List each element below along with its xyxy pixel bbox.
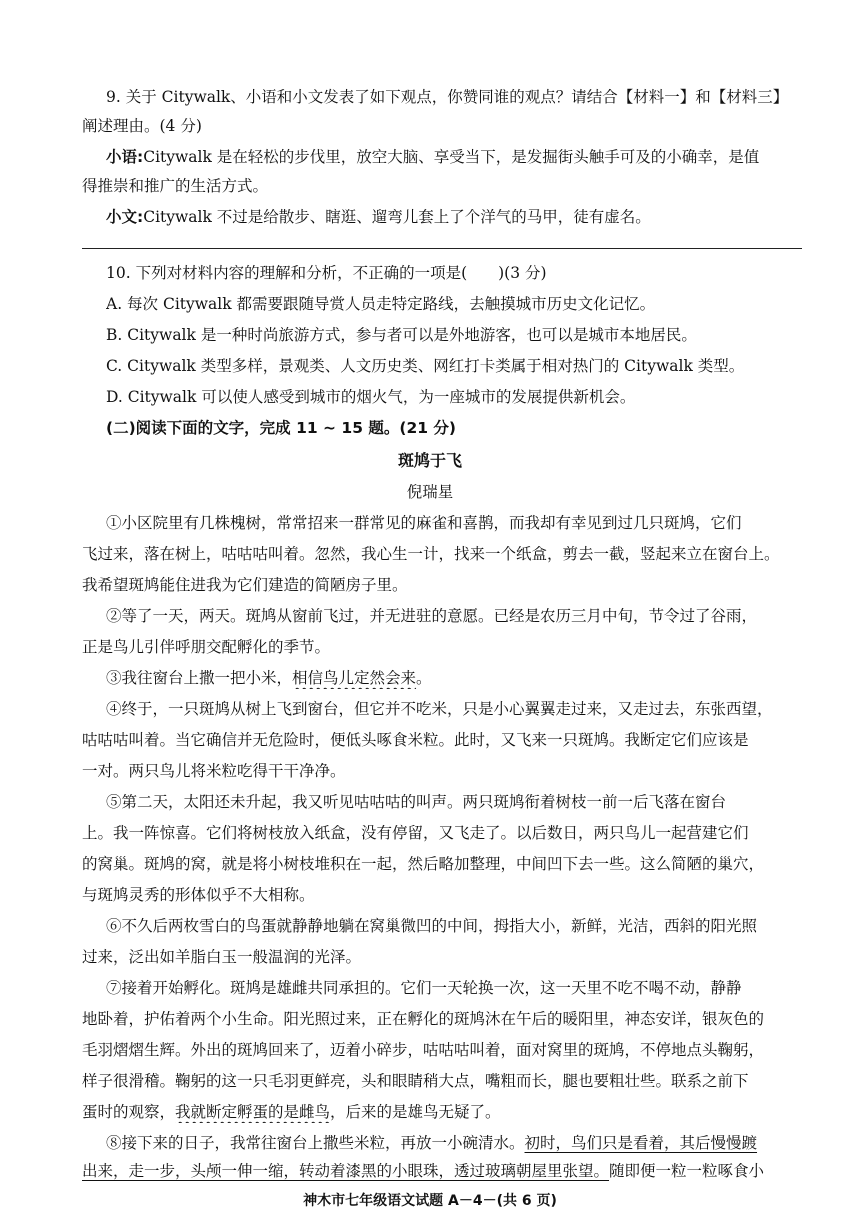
section2-heading: (二)阅读下面的文字，完成 11 ~ 15 题。(21 分) (106, 419, 457, 437)
q9-stem-line1: 9. 关于 Citywalk、小语和小文发表了如下观点，你赞同谁的观点？请结合【材料一】和【材料三】 (106, 88, 789, 106)
p8-line1 (106, 1132, 802, 1154)
q9-xiaoyu-line2: 得推崇和推广的生活方式。 (82, 177, 269, 195)
p5-line3: 的窝巢。斑鸠的窝，就是将小树枝堆积在一起，然后略加整理，中间凹下去一些。这么简陋的巢穴， (82, 855, 765, 873)
p7-wavy-underlined: 我就断定孵蛋的是雌鸟 (175, 1103, 331, 1121)
p2-line2: 正是鸟儿引伴呼朋交配孵化的季节。 (82, 638, 331, 656)
p5-line2: 上。我一阵惊喜。它们将树枝放入纸盒，没有停留，又飞走了。以后数日，两只鸟儿一起营建它们 (82, 824, 749, 842)
p3-text: ③我往窗台上撒一把小米， (106, 669, 293, 687)
p2-line1: ②等了一天，两天。斑鸠从窗前飞过，并无进驻的意愿。已经是农历三月中旬，节令过了谷雨， (106, 607, 758, 625)
p7-line1: ⑦接着开始孵化。斑鸠是雄雌共同承担的。它们一天轮换一次，这一天里不吃不喝不动，静静 (106, 979, 742, 997)
q9-xiaowen-line (106, 206, 802, 228)
page-footer: 神木市七年级语文试题 A－4－(共 6 页) (303, 1193, 557, 1209)
xiaowen-text: Citywalk 不过是给散步、瞎逛、遛弯儿套上了个洋气的马甲，徒有虚名。 (143, 208, 651, 226)
passage-title: 斑鸠于飞 (397, 451, 462, 470)
p7-text: 蛋时的观察， (82, 1103, 176, 1121)
p4-line1: ④终于，一只斑鸠从树上飞到窗台，但它并不吃米，只是小心翼翼走过来，又走过去，东张西望， (106, 700, 773, 718)
p1-line1: ①小区院里有几株槐树，常常招来一群常见的麻雀和喜鹊，而我却有幸见到过几只斑鸠，它们 (106, 514, 742, 532)
p3-end: 。 (416, 669, 432, 687)
xiaowen-label: 小文: (106, 208, 144, 226)
p7-end: ，后来的是雄鸟无疑了。 (330, 1103, 501, 1121)
p1-line2: 飞过来，落在树上，咕咕咕叫着。忽然，我心生一计，找来一个纸盒，剪去一截，竖起来立在窗台上。 (82, 545, 780, 563)
p3-line (106, 667, 802, 689)
p7-line4: 样子很滑稽。鞠躬的这一只毛羽更鲜亮，头和眼睛稍大点，嘴粗而长，腿也要粗壮些。联系之前下 (82, 1072, 749, 1090)
p3-wavy-underlined: 相信鸟儿定然会来 (292, 669, 417, 687)
xiaoyu-text: Citywalk 是在轻松的步伐里，放空大脑、享受当下，是发掘街头触手可及的小确幸，是值 (143, 148, 760, 166)
answer-line (82, 248, 802, 249)
q9-xiaoyu-line1 (106, 146, 802, 168)
q10-option-c: C. Citywalk 类型多样，景观类、人文历史类、网红打卡类属于相对热门的 Citywalk 类型。 (106, 357, 745, 375)
xiaoyu-label: 小语: (106, 148, 144, 166)
p8-line2 (82, 1160, 802, 1182)
p6-line2: 过来，泛出如羊脂白玉一般温润的光泽。 (82, 948, 362, 966)
passage-author: 倪瑞星 (406, 483, 454, 501)
p7-line2: 地卧着，护佑着两个小生命。阳光照过来，正在孵化的斑鸠沐在午后的暖阳里，神态安详，银灰色的 (82, 1010, 765, 1028)
p8-text: ⑧接下来的日子，我常往窗台上撒些米粒，再放一小碗清水。 (106, 1134, 525, 1152)
p7-line3: 毛羽熠熠生辉。外出的斑鸠回来了，迈着小碎步，咕咕咕叫着，面对窝里的斑鸠，不停地点头鞠躬， (82, 1041, 765, 1059)
p1-line3: 我希望斑鸠能住进我为它们建造的简陋房子里。 (82, 576, 408, 594)
p5-line1: ⑤第二天，太阳还未升起，我又听见咕咕咕的叫声。两只斑鸠衔着树枝一前一后飞落在窗台 (106, 793, 727, 811)
p4-line3: 一对。两只鸟儿将米粒吃得干干净净。 (82, 762, 346, 780)
p6-line1: ⑥不久后两枚雪白的鸟蛋就静静地躺在窝巢微凹的中间，拇指大小，新鲜，光洁，西斜的阳光照 (106, 917, 758, 935)
p8-underlined-2: 出来，走一步，头颅一伸一缩，转动着漆黑的小眼珠，透过玻璃朝屋里张望。 (82, 1162, 610, 1180)
p4-line2: 咕咕咕叫着。当它确信并无危险时，便低头啄食米粒。此时，又飞来一只斑鸠。我断定它们应该是 (82, 731, 749, 749)
q10-option-a: A. 每次 Citywalk 都需要跟随导赏人员走特定路线，去触摸城市历史文化记忆。 (106, 295, 656, 313)
q10-stem: 10. 下列对材料内容的理解和分析，不正确的一项是( )(3 分) (106, 264, 547, 282)
q10-option-b: B. Citywalk 是一种时尚旅游方式，参与者可以是外地游客，也可以是城市本地居民。 (106, 326, 697, 344)
q9-stem-line2: 阐述理由。(4 分) (82, 117, 202, 135)
p7-line5 (82, 1101, 802, 1123)
p8-end: 随即便一粒一粒啄食小 (609, 1162, 765, 1180)
p8-underlined-1: 初时，鸟们只是看着，其后慢慢踱 (524, 1134, 758, 1152)
q10-option-d: D. Citywalk 可以使人感受到城市的烟火气，为一座城市的发展提供新机会。 (106, 388, 636, 406)
p5-line4: 与斑鸠灵秀的形体似乎不大相称。 (82, 886, 315, 904)
